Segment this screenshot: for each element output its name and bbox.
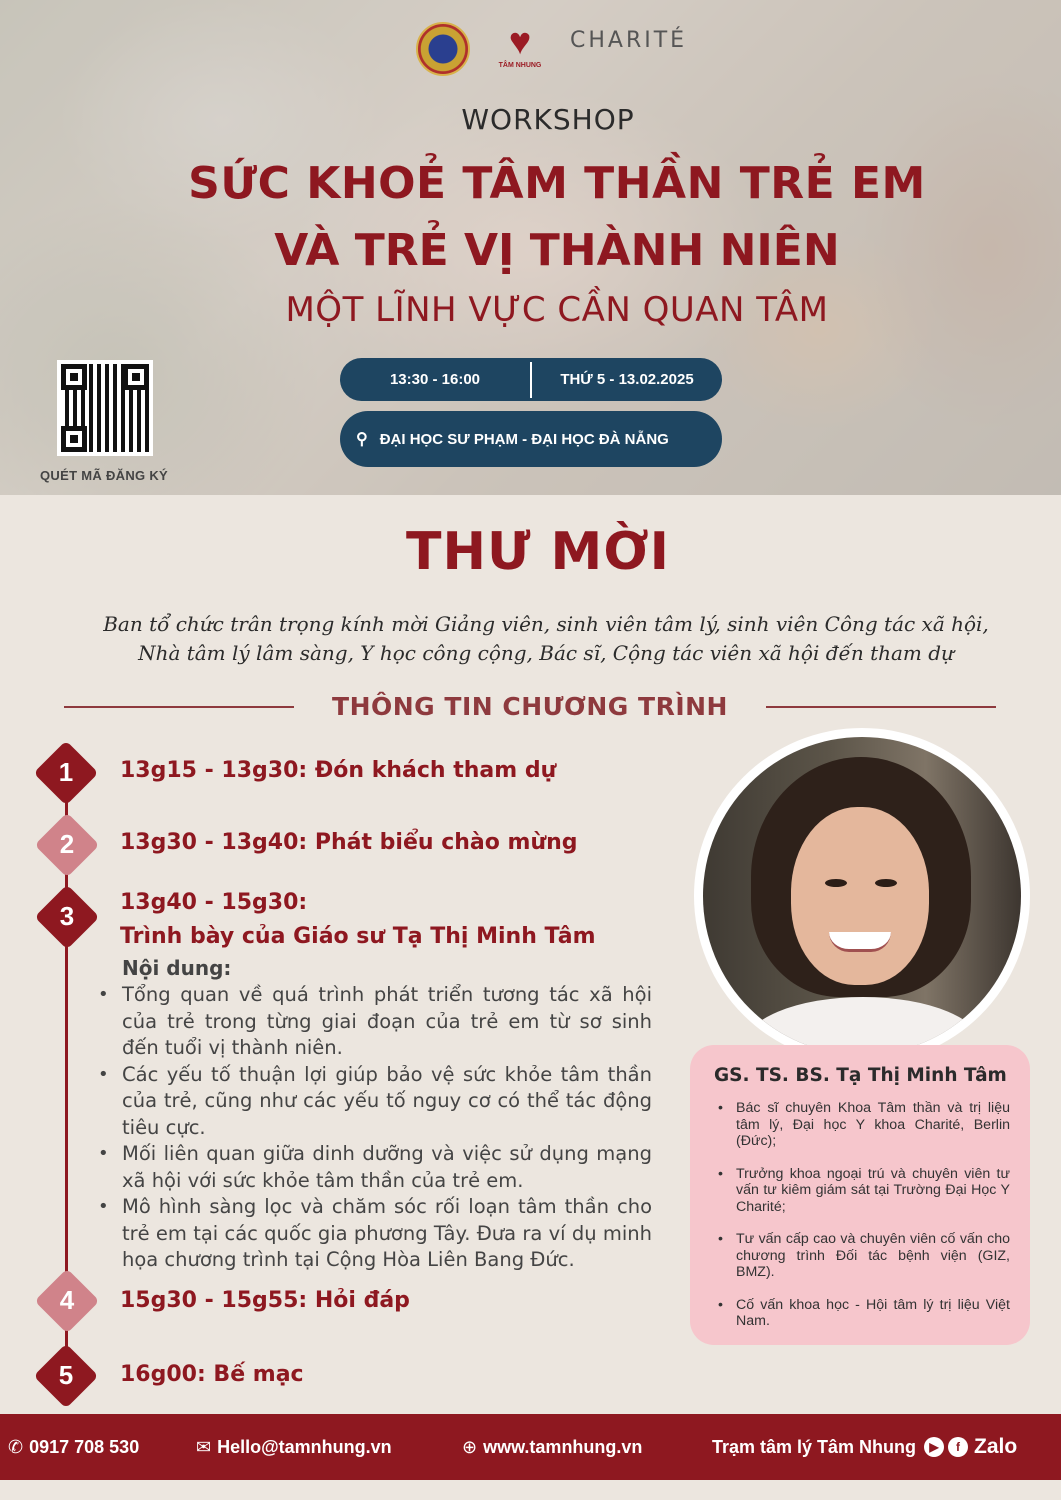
- program-heading-text: THÔNG TIN CHƯƠNG TRÌNH: [332, 692, 728, 721]
- org-name: Trạm tâm lý Tâm Nhung: [712, 1436, 917, 1457]
- registration-qr-code[interactable]: [57, 360, 153, 456]
- step-number: 3: [59, 901, 75, 931]
- invitation-line-2: Nhà tâm lý lâm sàng, Y học công cộng, Bác sĩ, Cộng tác viên xã hội đến tham dự: [138, 641, 954, 665]
- list-item: • Mối liên quan giữa dinh dưỡng và việc sử dụng mạng xã hội với sức khỏe tâm thần của trẻ em.: [122, 1141, 652, 1194]
- list-item: • Tổng quan về quá trình phát triển tương tác xã hội của trẻ trong từng giai đoạn của trẻ em từ sơ sinh đến tuổi vị thành niên.: [122, 982, 652, 1062]
- title-line-1: SỨC KHOẺ TÂM THẦN TRẺ EM: [188, 158, 926, 209]
- time-date-pill: [340, 358, 722, 401]
- invitation-line-1: Ban tổ chức trân trọng kính mời Giảng viên, sinh viên tâm lý, sinh viên Công tác xã hội,: [103, 612, 989, 636]
- invitation-text: [0, 610, 1061, 668]
- list-item: • Tư vấn cấp cao và chuyên viên cố vấn cho chương trình Đối tác bệnh viện (GIZ, BMZ).: [736, 1231, 1010, 1281]
- event-date: THỨ 5 - 13.02.2025: [560, 371, 694, 388]
- step-3-text: 13g40 - 15g30:: [120, 890, 308, 915]
- facebook-icon[interactable]: f: [948, 1437, 968, 1457]
- speaker-bio-card: [690, 1045, 1030, 1345]
- step-5-text: 16g00: Bế mạc: [120, 1362, 304, 1387]
- divider: [766, 706, 996, 708]
- youtube-icon[interactable]: ▶: [924, 1437, 944, 1457]
- step-number: 5: [58, 1360, 74, 1390]
- step-2-text: 13g30 - 13g40: Phát biểu chào mừng: [120, 830, 578, 855]
- globe-icon: ⊕: [462, 1436, 478, 1457]
- portrait-eye: [825, 879, 847, 887]
- university-logo: [416, 22, 470, 76]
- list-item: • Mô hình sàng lọc và chăm sóc rối loạn tâm thần cho trẻ em tại các quốc gia phương Tây. Đưa ra ví dụ minh họa chương trình tại Cộng Hòa Liên Bang Đức.: [122, 1194, 652, 1274]
- speaker-photo: [694, 728, 1030, 1064]
- footer-email[interactable]: [196, 1437, 392, 1458]
- event-time: 13:30 - 16:00: [389, 371, 481, 388]
- step-4-text: 15g30 - 15g55: Hỏi đáp: [120, 1288, 410, 1313]
- content-list: [122, 982, 652, 1274]
- location-pin-icon: ⚲: [356, 431, 368, 448]
- divider: [64, 706, 294, 708]
- speaker-portrait: [703, 737, 1021, 1055]
- workshop-label: WORKSHOP: [461, 103, 635, 136]
- list-item: • Bác sĩ chuyên Khoa Tâm thần và trị liệu tâm lý, Đại học Y khoa Charité, Berlin (Đức);: [736, 1100, 1010, 1150]
- speaker-bio-list: [716, 1100, 1010, 1330]
- website-url: www.tamnhung.vn: [483, 1436, 643, 1457]
- zalo-label[interactable]: Zalo: [974, 1435, 1018, 1458]
- content-label: Nội dung:: [122, 956, 232, 980]
- speaker-name: GS. TS. BS. Tạ Thị Minh Tâm: [714, 1065, 1007, 1086]
- list-item: • Trưởng khoa ngoại trú và chuyên viên tư vấn tư kiêm giám sát tại Trường Đại Học Y Charité;: [736, 1166, 1010, 1216]
- footer-website[interactable]: [462, 1437, 642, 1458]
- tam-nhung-logo: ♥ TÂM NHUNG: [498, 21, 542, 69]
- portrait-eye: [875, 879, 897, 887]
- partner-logos: [412, 20, 688, 80]
- step-number: 4: [59, 1285, 75, 1315]
- footer-phone[interactable]: [8, 1437, 139, 1458]
- step-number: 2: [59, 829, 75, 859]
- event-location: ĐẠI HỌC SƯ PHẠM - ĐẠI HỌC ĐÀ NẴNG: [379, 430, 669, 448]
- phone-icon: ✆: [8, 1436, 24, 1457]
- location-pill: [340, 411, 722, 467]
- step-3-presenter: Trình bày của Giáo sư Tạ Thị Minh Tâm: [120, 924, 596, 949]
- title-line-2: VÀ TRẺ VỊ THÀNH NIÊN: [274, 225, 840, 276]
- charite-logo: CHARITÉ: [570, 28, 688, 53]
- list-item: • Cố vấn khoa học - Hội tâm lý trị liệu Việt Nam.: [736, 1297, 1010, 1330]
- step-1-text: 13g15 - 13g30: Đón khách tham dự: [120, 758, 557, 783]
- footer-social[interactable]: [712, 1435, 1017, 1459]
- qr-caption: QUÉT MÃ ĐĂNG KÝ: [40, 468, 168, 483]
- qr-finder: [61, 364, 87, 390]
- qr-finder: [123, 364, 149, 390]
- program-heading: [64, 692, 996, 721]
- subtitle: MỘT LĨNH VỰC CẦN QUAN TÂM: [285, 290, 829, 330]
- contact-footer: [0, 1414, 1061, 1480]
- session-content: [122, 956, 652, 1274]
- list-item: • Các yếu tố thuận lợi giúp bảo vệ sức khỏe tâm thần của trẻ, cũng như các yếu tố nguy cơ có thể tác động tiêu cực.: [122, 1062, 652, 1142]
- invitation-title: THƯ MỜI: [405, 522, 671, 582]
- hero-banner: [0, 0, 1061, 495]
- mail-icon: ✉: [196, 1436, 212, 1457]
- phone-number: 0917 708 530: [29, 1436, 140, 1457]
- portrait-face: [791, 807, 929, 985]
- qr-finder: [61, 426, 87, 452]
- email-address: Hello@tamnhung.vn: [217, 1436, 392, 1457]
- qr-pattern: [61, 364, 149, 452]
- step-number: 1: [58, 757, 74, 787]
